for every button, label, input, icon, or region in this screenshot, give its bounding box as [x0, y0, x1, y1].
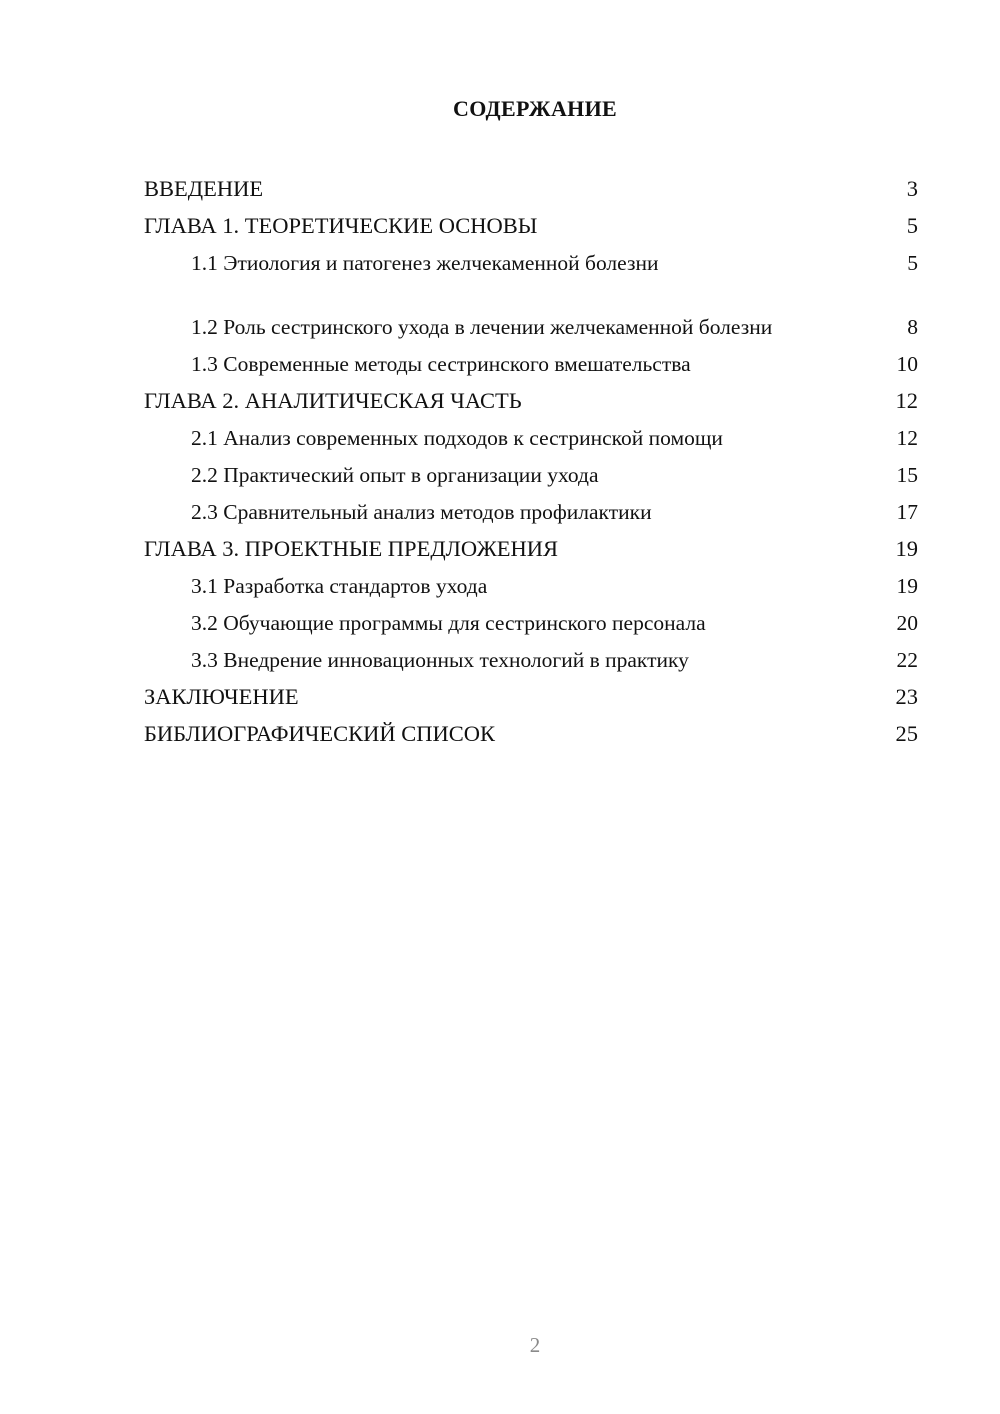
- toc-entry-page: 3: [906, 176, 918, 201]
- table-of-contents: [144, 169, 918, 751]
- toc-entry-page: 19: [896, 574, 918, 598]
- toc-entry-page: 12: [895, 388, 918, 413]
- toc-entry-chapter-2[interactable]: [144, 381, 918, 418]
- toc-entry-label: 3.3 Внедрение инновационных технологий в практику: [191, 648, 689, 672]
- toc-entry-label: ГЛАВА 2. АНАЛИТИЧЕСКАЯ ЧАСТЬ: [144, 388, 522, 413]
- toc-entry-section-3-1[interactable]: [144, 566, 918, 603]
- page-title: СОДЕРЖАНИЕ: [453, 96, 617, 121]
- toc-entry-label: ЗАКЛЮЧЕНИЕ: [144, 684, 299, 709]
- toc-entry-label: ВВЕДЕНИЕ: [144, 176, 264, 201]
- page-number: 2: [529, 1333, 541, 1357]
- toc-entry-bibliography[interactable]: [144, 714, 918, 751]
- toc-entry-label: 1.1 Этиология и патогенез желчекаменной болезни: [191, 251, 659, 275]
- toc-entry-page: 20: [896, 611, 918, 635]
- toc-entry-page: 17: [896, 500, 918, 524]
- toc-entry-page: 22: [896, 648, 918, 672]
- toc-entry-label: ГЛАВА 1. ТЕОРЕТИЧЕСКИЕ ОСНОВЫ: [144, 213, 538, 238]
- toc-entry-label: 2.3 Сравнительный анализ методов профилактики: [191, 500, 652, 524]
- toc-entry-chapter-1[interactable]: [144, 206, 918, 243]
- toc-entry-label: 2.1 Анализ современных подходов к сестринской помощи: [191, 426, 723, 450]
- toc-entry-label: 3.1 Разработка стандартов ухода: [191, 574, 488, 598]
- toc-entry-label: 2.2 Практический опыт в организации ухода: [191, 463, 599, 487]
- toc-entry-section-2-1[interactable]: [144, 418, 918, 455]
- toc-entry-page: 10: [896, 352, 918, 376]
- toc-entry-section-3-3[interactable]: [144, 640, 918, 677]
- toc-entry-page: 25: [895, 721, 918, 746]
- toc-entry-page: 12: [896, 426, 918, 450]
- toc-entry-page: 23: [895, 684, 918, 709]
- toc-entry-section-3-2[interactable]: [144, 603, 918, 640]
- toc-entry-section-1-3[interactable]: [144, 344, 918, 381]
- toc-entry-introduction[interactable]: [144, 169, 918, 206]
- toc-entry-page: 5: [907, 251, 918, 275]
- toc-entry-label: ГЛАВА 3. ПРОЕКТНЫЕ ПРЕДЛОЖЕНИЯ: [144, 536, 559, 561]
- toc-entry-label: 1.2 Роль сестринского ухода в лечении желчекаменной болезни: [191, 315, 773, 339]
- toc-entry-page: 5: [906, 213, 918, 238]
- toc-entry-label: БИБЛИОГРАФИЧЕСКИЙ СПИСОК: [144, 721, 496, 746]
- toc-entry-section-2-2[interactable]: [144, 455, 918, 492]
- toc-entry-page: 8: [907, 315, 918, 339]
- toc-entry-page: 19: [895, 536, 918, 561]
- toc-entry-label: 3.2 Обучающие программы для сестринского персонала: [191, 611, 706, 635]
- toc-entry-page: 15: [896, 463, 918, 487]
- toc-entry-section-1-1[interactable]: [144, 243, 918, 280]
- toc-entry-label: 1.3 Современные методы сестринского вмешательства: [191, 352, 691, 376]
- toc-entry-section-2-3[interactable]: [144, 492, 918, 529]
- toc-entry-chapter-3[interactable]: [144, 529, 918, 566]
- toc-entry-section-1-2[interactable]: [144, 280, 918, 344]
- toc-entry-conclusion[interactable]: [144, 677, 918, 714]
